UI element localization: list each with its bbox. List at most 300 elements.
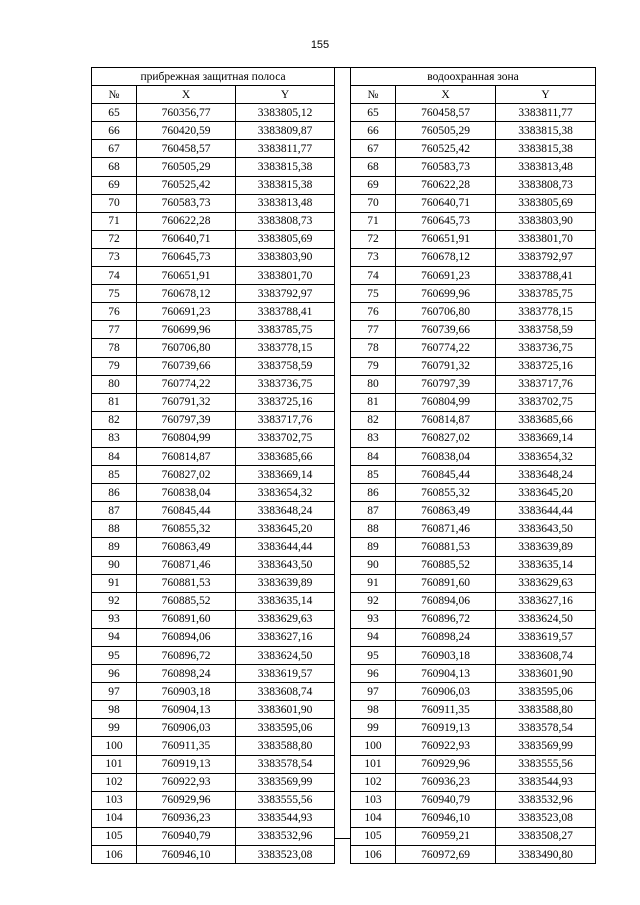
cell-number: 91 — [92, 574, 137, 592]
cell-x: 760804,99 — [137, 429, 236, 447]
cell-y: 3383523,08 — [236, 846, 335, 864]
page-number: 155 — [310, 39, 330, 51]
cell-number: 80 — [351, 375, 396, 393]
cell-x: 760946,10 — [396, 809, 496, 827]
table-row — [92, 791, 335, 809]
cell-y: 3383654,32 — [236, 484, 335, 502]
table-row — [351, 628, 596, 646]
cell-number: 66 — [351, 122, 396, 140]
cell-x: 760525,42 — [137, 176, 236, 194]
cell-number: 87 — [92, 502, 137, 520]
table-row — [92, 230, 335, 248]
cell-y: 3383523,08 — [496, 809, 596, 827]
table-row — [92, 719, 335, 737]
table-row — [92, 592, 335, 610]
cell-number: 86 — [92, 484, 137, 502]
table-row — [351, 665, 596, 683]
cell-x: 760622,28 — [396, 176, 496, 194]
cell-x: 760622,28 — [137, 212, 236, 230]
cell-number: 88 — [351, 520, 396, 538]
table-row — [351, 466, 596, 484]
cell-number: 94 — [351, 628, 396, 646]
column-header-number: № — [92, 86, 137, 104]
table-row — [351, 339, 596, 357]
cell-x: 760885,52 — [396, 556, 496, 574]
cell-number: 104 — [351, 809, 396, 827]
cell-number: 78 — [351, 339, 396, 357]
cell-y: 3383809,87 — [236, 122, 335, 140]
cell-y: 3383595,06 — [236, 719, 335, 737]
cell-number: 81 — [351, 393, 396, 411]
cell-x: 760906,03 — [137, 719, 236, 737]
cell-y: 3383578,54 — [496, 719, 596, 737]
cell-number: 79 — [92, 357, 137, 375]
table-row — [92, 393, 335, 411]
table-title: прибрежная защитная полоса — [92, 68, 335, 86]
cell-x: 760946,10 — [137, 846, 236, 864]
cell-y: 3383736,75 — [236, 375, 335, 393]
cell-number: 101 — [351, 755, 396, 773]
cell-y: 3383815,38 — [236, 158, 335, 176]
cell-number: 94 — [92, 628, 137, 646]
column-header-x: X — [137, 86, 236, 104]
cell-y: 3383813,48 — [236, 194, 335, 212]
cell-y: 3383555,56 — [236, 791, 335, 809]
cell-y: 3383635,14 — [236, 592, 335, 610]
cell-x: 760691,23 — [396, 267, 496, 285]
table-row — [351, 827, 596, 845]
cell-number: 84 — [92, 447, 137, 465]
cell-x: 760651,91 — [396, 230, 496, 248]
cell-x: 760505,29 — [396, 122, 496, 140]
cell-number: 92 — [92, 592, 137, 610]
cell-y: 3383725,16 — [496, 357, 596, 375]
cell-number: 82 — [92, 411, 137, 429]
cell-number: 103 — [351, 791, 396, 809]
cell-x: 760959,21 — [396, 827, 496, 845]
cell-number: 103 — [92, 791, 137, 809]
cell-y: 3383624,50 — [496, 610, 596, 628]
table-row — [92, 104, 335, 122]
table-row — [351, 140, 596, 158]
cell-x: 760845,44 — [137, 502, 236, 520]
cell-y: 3383627,16 — [496, 592, 596, 610]
cell-x: 760855,32 — [137, 520, 236, 538]
cell-x: 760904,13 — [396, 665, 496, 683]
cell-y: 3383803,90 — [236, 248, 335, 266]
cell-number: 85 — [92, 466, 137, 484]
cell-x: 760891,60 — [137, 610, 236, 628]
table-row — [92, 429, 335, 447]
cell-x: 760739,66 — [396, 321, 496, 339]
cell-y: 3383669,14 — [236, 466, 335, 484]
cell-number: 65 — [92, 104, 137, 122]
table-row — [351, 610, 596, 628]
table-row — [351, 737, 596, 755]
table-row — [92, 520, 335, 538]
table-row — [92, 285, 335, 303]
cell-y: 3383717,76 — [236, 411, 335, 429]
cell-x: 760678,12 — [137, 285, 236, 303]
cell-x: 760797,39 — [137, 411, 236, 429]
cell-y: 3383629,63 — [496, 574, 596, 592]
cell-number: 73 — [92, 248, 137, 266]
cell-y: 3383811,77 — [496, 104, 596, 122]
table-row — [92, 447, 335, 465]
cell-number: 69 — [92, 176, 137, 194]
cell-number: 84 — [351, 447, 396, 465]
cell-x: 760929,96 — [137, 791, 236, 809]
column-header-y: Y — [236, 86, 335, 104]
cell-x: 760863,49 — [137, 538, 236, 556]
cell-y: 3383778,15 — [496, 303, 596, 321]
cell-x: 760583,73 — [396, 158, 496, 176]
cell-y: 3383785,75 — [236, 321, 335, 339]
cell-y: 3383639,89 — [496, 538, 596, 556]
cell-number: 86 — [351, 484, 396, 502]
cell-number: 76 — [351, 303, 396, 321]
table-row — [351, 538, 596, 556]
cell-x: 760458,57 — [396, 104, 496, 122]
cell-x: 760774,22 — [137, 375, 236, 393]
cell-x: 760797,39 — [396, 375, 496, 393]
cell-x: 760881,53 — [396, 538, 496, 556]
cell-number: 102 — [92, 773, 137, 791]
cell-y: 3383555,56 — [496, 755, 596, 773]
table-row — [351, 212, 596, 230]
table-row — [351, 122, 596, 140]
table-title-row — [92, 68, 335, 86]
cell-y: 3383639,89 — [236, 574, 335, 592]
cell-x: 760838,04 — [137, 484, 236, 502]
cell-y: 3383654,32 — [496, 447, 596, 465]
table-row — [92, 773, 335, 791]
cell-y: 3383643,50 — [236, 556, 335, 574]
cell-x: 760651,91 — [137, 267, 236, 285]
table-row — [92, 466, 335, 484]
cell-x: 760863,49 — [396, 502, 496, 520]
table-row — [92, 827, 335, 845]
table-row — [92, 194, 335, 212]
table-row — [351, 176, 596, 194]
table-row — [92, 176, 335, 194]
cell-y: 3383669,14 — [496, 429, 596, 447]
cell-y: 3383608,74 — [496, 647, 596, 665]
table-title-row — [351, 68, 596, 86]
cell-x: 760505,29 — [137, 158, 236, 176]
cell-y: 3383815,38 — [496, 140, 596, 158]
cell-number: 105 — [351, 827, 396, 845]
cell-x: 760739,66 — [137, 357, 236, 375]
cell-x: 760894,06 — [137, 628, 236, 646]
table-row — [92, 122, 335, 140]
table-row — [351, 267, 596, 285]
cell-number: 73 — [351, 248, 396, 266]
cell-y: 3383717,76 — [496, 375, 596, 393]
table-row — [351, 285, 596, 303]
cell-x: 760827,02 — [396, 429, 496, 447]
cell-y: 3383808,73 — [236, 212, 335, 230]
cell-y: 3383648,24 — [236, 502, 335, 520]
cell-number: 67 — [92, 140, 137, 158]
table-row — [351, 411, 596, 429]
cell-number: 68 — [92, 158, 137, 176]
cell-y: 3383601,90 — [236, 701, 335, 719]
cell-number: 69 — [351, 176, 396, 194]
table-row — [351, 303, 596, 321]
cell-x: 760774,22 — [396, 339, 496, 357]
cell-number: 89 — [351, 538, 396, 556]
cell-x: 760645,73 — [396, 212, 496, 230]
cell-x: 760911,35 — [137, 737, 236, 755]
cell-x: 760791,32 — [137, 393, 236, 411]
table-row — [92, 755, 335, 773]
cell-number: 91 — [351, 574, 396, 592]
cell-number: 72 — [351, 230, 396, 248]
table-header-row — [351, 86, 596, 104]
cell-y: 3383608,74 — [236, 683, 335, 701]
cell-number: 92 — [351, 592, 396, 610]
table-row — [351, 194, 596, 212]
cell-number: 66 — [92, 122, 137, 140]
cell-x: 760640,71 — [137, 230, 236, 248]
cell-y: 3383808,73 — [496, 176, 596, 194]
table-row — [92, 737, 335, 755]
table-row — [351, 357, 596, 375]
cell-x: 760691,23 — [137, 303, 236, 321]
cell-x: 760356,77 — [137, 104, 236, 122]
table-row — [351, 683, 596, 701]
cell-y: 3383643,50 — [496, 520, 596, 538]
cell-x: 760919,13 — [396, 719, 496, 737]
table-row — [92, 556, 335, 574]
cell-x: 760936,23 — [137, 809, 236, 827]
cell-number: 90 — [92, 556, 137, 574]
cell-number: 85 — [351, 466, 396, 484]
cell-y: 3383627,16 — [236, 628, 335, 646]
cell-y: 3383532,96 — [496, 791, 596, 809]
table-row — [351, 647, 596, 665]
cell-x: 760922,93 — [137, 773, 236, 791]
cell-y: 3383544,93 — [496, 773, 596, 791]
cell-number: 95 — [92, 647, 137, 665]
cell-number: 83 — [351, 429, 396, 447]
cell-number: 106 — [92, 846, 137, 864]
cell-y: 3383644,44 — [496, 502, 596, 520]
cell-number: 67 — [351, 140, 396, 158]
table-row — [92, 628, 335, 646]
cell-y: 3383805,69 — [496, 194, 596, 212]
cell-x: 760791,32 — [396, 357, 496, 375]
table-row — [92, 846, 335, 864]
cell-y: 3383788,41 — [236, 303, 335, 321]
cell-x: 760896,72 — [137, 647, 236, 665]
cell-y: 3383788,41 — [496, 267, 596, 285]
cell-y: 3383702,75 — [236, 429, 335, 447]
cell-number: 65 — [351, 104, 396, 122]
table-title: водоохранная зона — [351, 68, 596, 86]
cell-y: 3383792,97 — [496, 248, 596, 266]
table-row — [351, 484, 596, 502]
cell-number: 74 — [351, 267, 396, 285]
table-row — [92, 610, 335, 628]
cell-y: 3383569,99 — [496, 737, 596, 755]
cell-x: 760699,96 — [396, 285, 496, 303]
cell-number: 77 — [351, 321, 396, 339]
table-separator — [334, 67, 350, 839]
cell-y: 3383685,66 — [236, 447, 335, 465]
table-row — [92, 538, 335, 556]
table-row — [92, 647, 335, 665]
cell-y: 3383619,57 — [496, 628, 596, 646]
cell-y: 3383803,90 — [496, 212, 596, 230]
cell-y: 3383813,48 — [496, 158, 596, 176]
table-row — [351, 104, 596, 122]
table-row — [351, 447, 596, 465]
cell-x: 760678,12 — [396, 248, 496, 266]
cell-number: 80 — [92, 375, 137, 393]
table-row — [92, 484, 335, 502]
cell-number: 105 — [92, 827, 137, 845]
cell-y: 3383805,12 — [236, 104, 335, 122]
cell-x: 760936,23 — [396, 773, 496, 791]
cell-number: 99 — [351, 719, 396, 737]
table-row — [351, 429, 596, 447]
cell-x: 760904,13 — [137, 701, 236, 719]
cell-x: 760940,79 — [137, 827, 236, 845]
cell-x: 760583,73 — [137, 194, 236, 212]
cell-x: 760906,03 — [396, 683, 496, 701]
cell-y: 3383578,54 — [236, 755, 335, 773]
cell-x: 760911,35 — [396, 701, 496, 719]
cell-number: 98 — [92, 701, 137, 719]
cell-number: 99 — [92, 719, 137, 737]
table-row — [92, 339, 335, 357]
cell-y: 3383544,93 — [236, 809, 335, 827]
cell-number: 93 — [92, 610, 137, 628]
cell-number: 71 — [92, 212, 137, 230]
cell-x: 760922,93 — [396, 737, 496, 755]
table-row — [351, 230, 596, 248]
cell-y: 3383805,69 — [236, 230, 335, 248]
cell-number: 76 — [92, 303, 137, 321]
table-row — [92, 357, 335, 375]
table-row — [92, 574, 335, 592]
table-row — [92, 248, 335, 266]
cell-x: 760706,80 — [137, 339, 236, 357]
cell-number: 93 — [351, 610, 396, 628]
table-row — [351, 701, 596, 719]
cell-number: 75 — [351, 285, 396, 303]
cell-y: 3383811,77 — [236, 140, 335, 158]
cell-y: 3383815,38 — [496, 122, 596, 140]
cell-y: 3383490,80 — [496, 846, 596, 864]
table-row — [351, 321, 596, 339]
table-row — [351, 393, 596, 411]
table-row — [92, 375, 335, 393]
table-row — [351, 375, 596, 393]
column-header-x: X — [396, 86, 496, 104]
cell-x: 760896,72 — [396, 610, 496, 628]
table-row — [92, 683, 335, 701]
cell-x: 760919,13 — [137, 755, 236, 773]
cell-y: 3383601,90 — [496, 665, 596, 683]
table-row — [351, 809, 596, 827]
cell-y: 3383801,70 — [236, 267, 335, 285]
cell-x: 760972,69 — [396, 846, 496, 864]
table-row — [351, 846, 596, 864]
cell-y: 3383785,75 — [496, 285, 596, 303]
cell-y: 3383801,70 — [496, 230, 596, 248]
cell-x: 760903,18 — [396, 647, 496, 665]
table-row — [92, 701, 335, 719]
cell-y: 3383532,96 — [236, 827, 335, 845]
cell-number: 74 — [92, 267, 137, 285]
column-header-number: № — [351, 86, 396, 104]
cell-number: 71 — [351, 212, 396, 230]
cell-x: 760929,96 — [396, 755, 496, 773]
cell-x: 760903,18 — [137, 683, 236, 701]
table-row — [92, 267, 335, 285]
cell-x: 760645,73 — [137, 248, 236, 266]
cell-number: 100 — [92, 737, 137, 755]
cell-y: 3383685,66 — [496, 411, 596, 429]
cell-x: 760699,96 — [137, 321, 236, 339]
table-row — [351, 248, 596, 266]
table-row — [92, 158, 335, 176]
cell-number: 104 — [92, 809, 137, 827]
cell-number: 97 — [351, 683, 396, 701]
cell-number: 97 — [92, 683, 137, 701]
cell-y: 3383815,38 — [236, 176, 335, 194]
table-row — [92, 140, 335, 158]
cell-x: 760898,24 — [396, 628, 496, 646]
cell-number: 96 — [92, 665, 137, 683]
table-row — [92, 411, 335, 429]
cell-number: 70 — [351, 194, 396, 212]
cell-number: 100 — [351, 737, 396, 755]
cell-y: 3383758,59 — [236, 357, 335, 375]
table-row — [351, 158, 596, 176]
cell-y: 3383644,44 — [236, 538, 335, 556]
cell-x: 760940,79 — [396, 791, 496, 809]
cell-number: 81 — [92, 393, 137, 411]
cell-y: 3383624,50 — [236, 647, 335, 665]
cell-x: 760881,53 — [137, 574, 236, 592]
table-row — [351, 520, 596, 538]
cell-number: 78 — [92, 339, 137, 357]
cell-x: 760827,02 — [137, 466, 236, 484]
table-row — [351, 719, 596, 737]
cell-y: 3383588,80 — [496, 701, 596, 719]
cell-number: 90 — [351, 556, 396, 574]
cell-number: 72 — [92, 230, 137, 248]
cell-x: 760845,44 — [396, 466, 496, 484]
cell-y: 3383645,20 — [496, 484, 596, 502]
table-row — [92, 303, 335, 321]
cell-x: 760804,99 — [396, 393, 496, 411]
cell-number: 89 — [92, 538, 137, 556]
water-protection-zone-table — [350, 67, 596, 864]
cell-y: 3383778,15 — [236, 339, 335, 357]
cell-y: 3383569,99 — [236, 773, 335, 791]
cell-number: 101 — [92, 755, 137, 773]
table-row — [351, 592, 596, 610]
cell-x: 760871,46 — [137, 556, 236, 574]
cell-number: 98 — [351, 701, 396, 719]
table-row — [351, 556, 596, 574]
cell-number: 88 — [92, 520, 137, 538]
